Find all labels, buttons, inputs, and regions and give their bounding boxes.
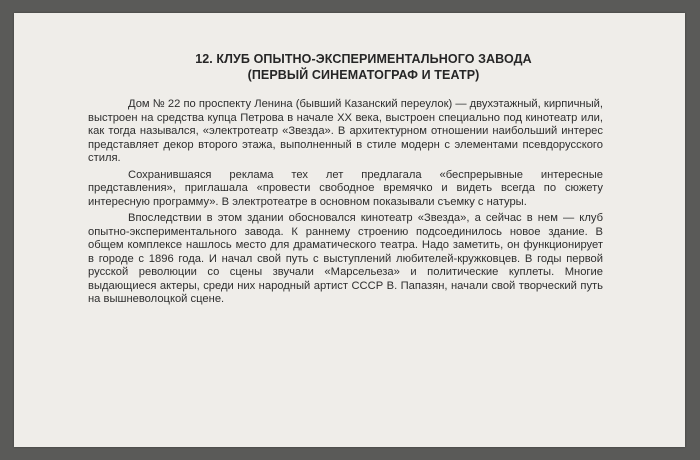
heading-title: 12. КЛУБ ОПЫТНО-ЭКСПЕРИМЕНТАЛЬНОГО ЗАВОДА — [195, 52, 532, 66]
paragraph-3: Впоследствии в этом здании обосновался кинотеатр «Звезда», а сейчас в нем — клуб опытно-экспериментального завода. К раннему строению подсоединилось новое здание. В общем комплексе нашлось место для драматического театра. Надо заметить, он функционирует в городе с 1896 года. И начал свой путь с выступлений любителей-кружковцев. В годы первой русской революции со сцены звучали «Марсельеза» и политические куплеты. Многие выдающиеся актеры, среди них народный артист СССР В. Папазян, начали свой творческий путь на вышневолоцкой сцене. — [88, 212, 603, 305]
body-text — [88, 98, 603, 307]
card-heading — [14, 51, 685, 83]
postcard-back — [14, 13, 685, 447]
heading-subtitle: (ПЕРВЫЙ СИНЕМАТОГРАФ И ТЕАТР) — [247, 68, 480, 82]
paragraph-2: Сохранившаяся реклама тех лет предлагала «беспрерывные интересные представления», приглашала «провести свободное времячко и видеть всегда по сюжету интересную программу». В электротеатре в основном показывали съемку с натуры. — [88, 168, 603, 208]
paragraph-1: Дом № 22 по проспекту Ленина (бывший Казанский переулок) — двухэтажный, кирпичный, выстроен на средства купца Петрова в начале XX века, выстроен специально под кинотеатр или, как тогда назывался, «электротеатр «Звезда». В архитектурном отношении наибольший интерес представляет декор второго этажа, выполненный в стиле модерн с элементами псевдорусского стиля. — [88, 98, 603, 164]
